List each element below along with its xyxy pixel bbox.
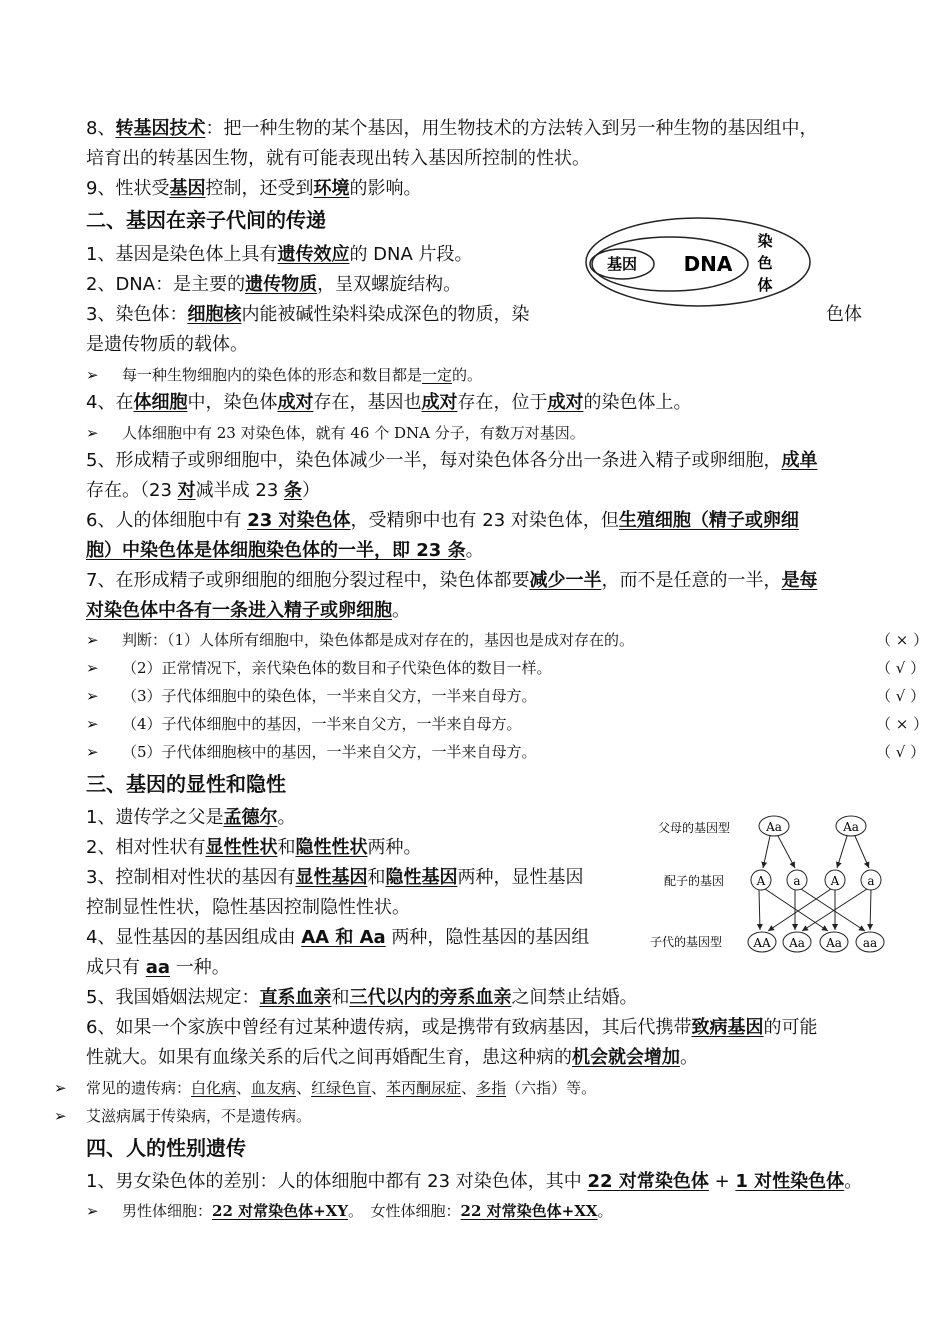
key-term: 生殖细胞（精子或卵细 bbox=[618, 510, 799, 531]
text: 内能被碱性染料染成深色的物质，染 bbox=[241, 304, 530, 325]
text: ，呈双螺旋结构。 bbox=[317, 274, 462, 295]
text: 1、男女染色体的差别：人的体细胞中都有 23 对染色体，其中 bbox=[86, 1171, 588, 1192]
judge-item bbox=[86, 711, 929, 737]
sec2-item-7-line-2 bbox=[86, 596, 410, 626]
text: 7、在形成精子或卵细胞的细胞分裂过程中，染色体都要 bbox=[86, 570, 530, 591]
sec2-item-3-line-2: 是遗传物质的载体。 bbox=[86, 334, 248, 355]
gamete-genotype: A bbox=[756, 874, 766, 888]
offspring-genotype: Aa bbox=[826, 936, 842, 950]
disease-name: 红绿色盲 bbox=[311, 1079, 372, 1097]
key-term: 对 bbox=[177, 480, 196, 501]
chromosome-label-1: 染 bbox=[757, 232, 773, 250]
text: 的染色体上。 bbox=[583, 392, 692, 413]
judge-mark: （ × ） bbox=[876, 715, 929, 733]
text: （六指）等。 bbox=[506, 1079, 597, 1097]
key-term: 22 对常染色体+XX bbox=[460, 1202, 598, 1220]
judge-mark: （ √ ） bbox=[876, 659, 926, 677]
offspring-genotype: Aa bbox=[789, 936, 805, 950]
key-term: 成单 bbox=[781, 450, 818, 471]
disease-name: 苯丙酮尿症 bbox=[386, 1079, 462, 1097]
disease-name: 血友病 bbox=[251, 1079, 297, 1097]
key-term: AA 和 Aa bbox=[301, 927, 386, 948]
text: 。 bbox=[680, 1047, 698, 1068]
parent-genotype: Aa bbox=[766, 820, 782, 834]
text: 3、染色体： bbox=[86, 304, 188, 325]
key-term: 减少一半 bbox=[529, 570, 602, 591]
text: + bbox=[708, 1171, 736, 1192]
text: 性就大。如果有血缘关系的后代之间再婚配生育，患这种病的 bbox=[86, 1047, 572, 1068]
note-human-chromosomes bbox=[86, 420, 585, 446]
key-term: 22 对常染色体 bbox=[587, 1171, 709, 1192]
text: 减半成 23 bbox=[195, 480, 284, 501]
separator: 、 bbox=[371, 1079, 387, 1097]
judge-text: （2）正常情况下，亲代染色体的数目和子代染色体的数目一样。 bbox=[122, 659, 552, 677]
item-8-line-1 bbox=[86, 114, 817, 144]
judge-mark: （ √ ） bbox=[876, 743, 926, 761]
chromosome-label-3: 体 bbox=[757, 276, 773, 294]
text: 两种，显性基因 bbox=[457, 867, 584, 888]
bullet-arrow-icon: ➢ bbox=[86, 743, 99, 761]
genotype-inheritance-diagram bbox=[648, 812, 888, 958]
chromosome-label-2: 色 bbox=[757, 254, 773, 272]
sec2-item-2 bbox=[86, 270, 461, 300]
key-term: 孟德尔 bbox=[223, 807, 278, 828]
key-term: 胞）中染色体是体细胞染色体的一半，即 23 条 bbox=[86, 540, 466, 561]
text: 1、遗传学之父是 bbox=[86, 807, 224, 828]
text: 8、 bbox=[86, 118, 116, 139]
sec2-item-6-line-2 bbox=[86, 536, 484, 566]
sec3-item-6-line-1 bbox=[86, 1013, 817, 1043]
text: 。 bbox=[597, 1202, 613, 1220]
key-term: 体细胞 bbox=[133, 392, 188, 413]
sec2-item-7-line-1 bbox=[86, 566, 817, 596]
key-term: 遗传物质 bbox=[245, 274, 318, 295]
judge-text: （4）子代体细胞中的基因，一半来自父方，一半来自母方。 bbox=[122, 715, 522, 733]
section-heading-2: 二、基因在亲子代间的传递 bbox=[86, 208, 326, 232]
key-term: 一定 bbox=[422, 366, 453, 384]
disease-name: 多指 bbox=[476, 1079, 507, 1097]
sec2-item-3-line-1-end: 色体 bbox=[826, 304, 862, 325]
gene-label: 基因 bbox=[606, 255, 638, 273]
key-term: 是每 bbox=[781, 570, 818, 591]
judge-mark: （ × ） bbox=[876, 631, 929, 649]
judge-item bbox=[86, 739, 926, 765]
text: 每一种生物细胞内的染色体的形态和数目都是 bbox=[122, 366, 423, 384]
text: 6、如果一个家族中曾经有过某种遗传病，或是携带有致病基因，其后代携带 bbox=[86, 1017, 692, 1038]
disease-name: 白化病 bbox=[191, 1079, 237, 1097]
bullet-arrow-icon: ➢ bbox=[86, 687, 99, 705]
section-heading-3: 三、基因的显性和隐性 bbox=[86, 772, 286, 796]
text: 成只有 bbox=[86, 957, 146, 978]
sec3-item-1 bbox=[86, 803, 295, 833]
judge-item bbox=[86, 655, 926, 681]
key-term: 对染色体中各有一条进入精子或卵细胞 bbox=[86, 600, 392, 621]
sec3-item-4-line-2 bbox=[86, 953, 230, 983]
note-aids bbox=[54, 1103, 311, 1129]
bullet-arrow-icon: ➢ bbox=[86, 1202, 99, 1220]
separator: 、 bbox=[296, 1079, 312, 1097]
text: 的 DNA 片段。 bbox=[349, 244, 473, 265]
sec2-item-6-line-1 bbox=[86, 506, 799, 536]
key-term: 成对 bbox=[421, 392, 458, 413]
text: 。 bbox=[277, 807, 296, 828]
text: 和 bbox=[277, 837, 296, 858]
text: 的影响。 bbox=[349, 178, 422, 199]
text: 9、性状受 bbox=[86, 178, 170, 199]
text: ） bbox=[302, 480, 320, 501]
bullet-arrow-icon: ➢ bbox=[86, 424, 99, 442]
key-term: 直系血亲 bbox=[259, 987, 332, 1008]
offspring-genotype-label: 子代的基因型 bbox=[650, 935, 723, 949]
gamete-genotype: a bbox=[867, 874, 875, 888]
key-term: 23 对染色体 bbox=[247, 510, 351, 531]
key-term: 隐性基因 bbox=[385, 867, 458, 888]
sec3-item-3-line-2: 控制显性性状，隐性基因控制隐性性状。 bbox=[86, 897, 410, 918]
offspring-genotype: AA bbox=[753, 936, 771, 950]
separator: 、 bbox=[236, 1079, 252, 1097]
text: 。 bbox=[465, 540, 484, 561]
note-chromosome-number bbox=[86, 362, 482, 388]
sec2-item-1 bbox=[86, 240, 473, 270]
text: 1、基因是染色体上具有 bbox=[86, 244, 278, 265]
text: 存在，基因也 bbox=[313, 392, 422, 413]
text: 。 bbox=[392, 600, 410, 621]
bullet-arrow-icon: ➢ bbox=[86, 631, 99, 649]
bullet-arrow-icon: ➢ bbox=[54, 1107, 67, 1125]
judge-text: （3）子代体细胞中的染色体，一半来自父方，一半来自母方。 bbox=[122, 687, 537, 705]
bullet-arrow-icon: ➢ bbox=[54, 1079, 67, 1097]
text: 控制，还受到 bbox=[205, 178, 314, 199]
key-term: 条 bbox=[284, 480, 302, 501]
parent-genotype: Aa bbox=[843, 820, 859, 834]
text: 一种。 bbox=[170, 957, 230, 978]
text: 。 女性体细胞： bbox=[348, 1202, 461, 1220]
text: ，受精卵中也有 23 对染色体，但 bbox=[350, 510, 619, 531]
gamete-genotype: a bbox=[793, 874, 801, 888]
text: 4、在 bbox=[86, 392, 134, 413]
text: 和 bbox=[331, 987, 350, 1008]
bullet-arrow-icon: ➢ bbox=[86, 366, 99, 384]
key-term: 成对 bbox=[547, 392, 584, 413]
text: 存在。（23 bbox=[86, 480, 178, 501]
section-heading-4: 四、人的性别遗传 bbox=[86, 1136, 246, 1160]
sec3-item-3-line-1 bbox=[86, 863, 583, 893]
gene-dna-chromosome-diagram bbox=[582, 214, 814, 310]
inheritance-arrows bbox=[759, 836, 871, 931]
text: 2、DNA：是主要的 bbox=[86, 274, 246, 295]
separator: 、 bbox=[461, 1079, 477, 1097]
key-term: aa bbox=[145, 957, 171, 978]
offspring-genotype: aa bbox=[862, 936, 878, 950]
text: 常见的遗传病： bbox=[86, 1079, 192, 1097]
text: 存在，位于 bbox=[457, 392, 548, 413]
text: 两种。 bbox=[367, 837, 422, 858]
text: 3、控制相对性状的基因有 bbox=[86, 867, 296, 888]
text: 。 bbox=[844, 1171, 863, 1192]
key-term: 环境 bbox=[313, 178, 350, 199]
text: 中，染色体 bbox=[187, 392, 278, 413]
text: 2、相对性状有 bbox=[86, 837, 206, 858]
judge-item bbox=[86, 627, 929, 653]
sec2-item-4 bbox=[86, 388, 691, 418]
key-term: 22 对常染色体+XY bbox=[212, 1202, 349, 1220]
item-9 bbox=[86, 174, 421, 204]
sec2-item-5-line-2 bbox=[86, 476, 320, 506]
sec3-item-2 bbox=[86, 833, 421, 863]
bullet-arrow-icon: ➢ bbox=[86, 715, 99, 733]
key-term: 遗传效应 bbox=[277, 244, 350, 265]
key-term: 三代以内的旁系血亲 bbox=[349, 987, 512, 1008]
sec3-item-4-line-1 bbox=[86, 923, 589, 953]
key-term: 基因 bbox=[169, 178, 206, 199]
text: 人体细胞中有 23 对染色体，就有 46 个 DNA 分子，有数万对基因。 bbox=[122, 424, 585, 442]
sec2-item-3-line-1 bbox=[86, 300, 529, 330]
bullet-arrow-icon: ➢ bbox=[86, 659, 99, 677]
text: ：把一种生物的某个基因，用生物技术的方法转入到另一种生物的基因组中， bbox=[205, 118, 818, 139]
key-term: 隐性性状 bbox=[295, 837, 368, 858]
dna-label: DNA bbox=[683, 252, 733, 276]
key-term: 转基因技术 bbox=[115, 118, 206, 139]
text: 6、人的体细胞中有 bbox=[86, 510, 248, 531]
judge-text: （5）子代体细胞核中的基因，一半来自父方，一半来自母方。 bbox=[122, 743, 537, 761]
text: 艾滋病属于传染病，不是遗传病。 bbox=[86, 1107, 312, 1125]
key-term: 显性基因 bbox=[295, 867, 368, 888]
key-term: 显性性状 bbox=[205, 837, 278, 858]
text: 和 bbox=[367, 867, 386, 888]
key-term: 成对 bbox=[277, 392, 314, 413]
gametes-genotype-label: 配子的基因 bbox=[664, 874, 725, 888]
note-sex-chromosomes bbox=[86, 1198, 613, 1224]
key-term: 1 对性染色体 bbox=[735, 1171, 845, 1192]
sec3-item-5 bbox=[86, 983, 637, 1013]
sec3-item-6-line-2 bbox=[86, 1043, 698, 1073]
text: 5、我国婚姻法规定： bbox=[86, 987, 260, 1008]
note-common-diseases bbox=[54, 1075, 596, 1101]
text: 男性体细胞： bbox=[122, 1202, 213, 1220]
key-term: 致病基因 bbox=[691, 1017, 764, 1038]
text: 两种，隐性基因的基因组 bbox=[385, 927, 590, 948]
judge-text: 判断：（1）人体所有细胞中，染色体都是成对存在的，基因也是成对存在的。 bbox=[122, 631, 635, 649]
text: 的可能 bbox=[763, 1017, 818, 1038]
sec2-item-5-line-1 bbox=[86, 446, 817, 476]
key-term: 机会就会增加 bbox=[572, 1047, 680, 1068]
judge-mark: （ √ ） bbox=[876, 687, 926, 705]
key-term: 细胞核 bbox=[187, 304, 242, 325]
item-8-line-2: 培育出的转基因生物，就有可能表现出转入基因所控制的性状。 bbox=[86, 148, 590, 169]
text: 的。 bbox=[452, 366, 483, 384]
parents-genotype-label: 父母的基因型 bbox=[658, 821, 731, 835]
text: 之间禁止结婚。 bbox=[511, 987, 638, 1008]
text: 5、形成精子或卵细胞中，染色体减少一半，每对染色体各分出一条进入精子或卵细胞， bbox=[86, 450, 782, 471]
sec4-item-1 bbox=[86, 1167, 862, 1197]
text: ，而不是任意的一半， bbox=[601, 570, 782, 591]
judge-item bbox=[86, 683, 926, 709]
text: 4、显性基因的基因组成由 bbox=[86, 927, 302, 948]
gamete-genotype: A bbox=[830, 874, 840, 888]
